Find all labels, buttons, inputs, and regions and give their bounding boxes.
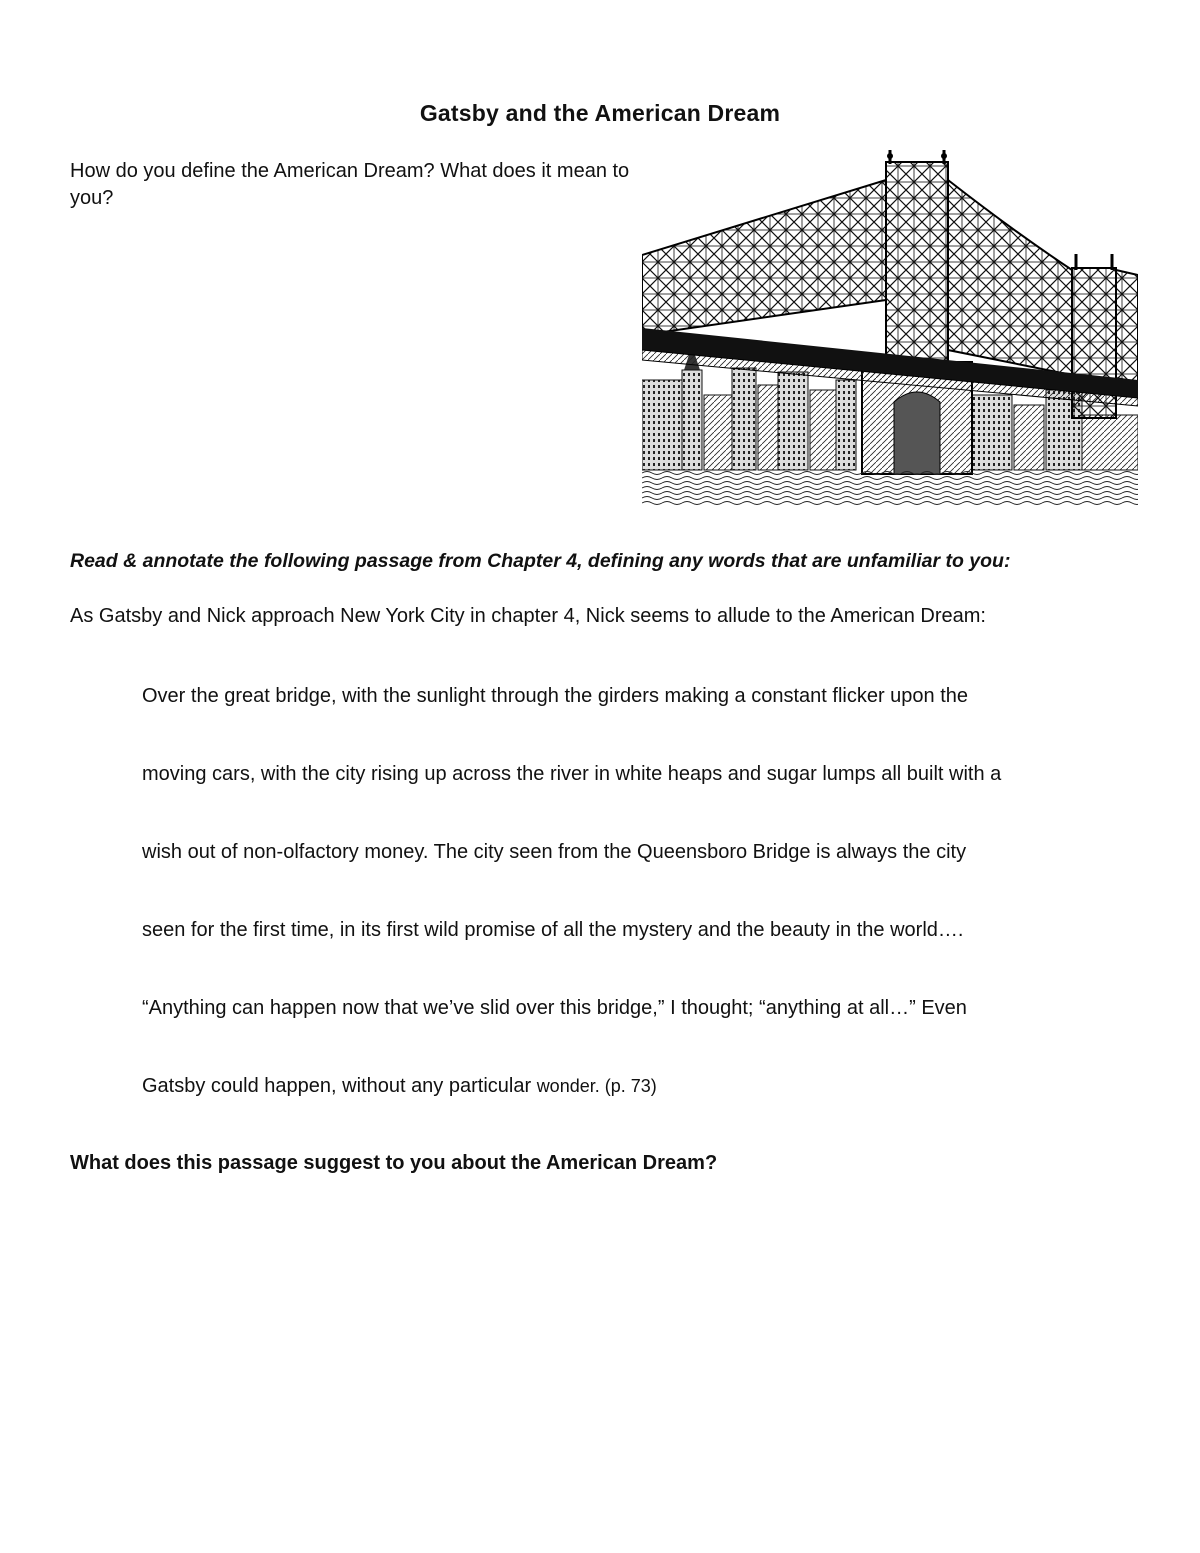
passage-line: wish out of non-olfactory money. The city seen from the Queensboro Bridge is always the city [142, 841, 967, 863]
page-title: Gatsby and the American Dream [419, 100, 781, 126]
queensboro-bridge-illustration [642, 150, 1138, 506]
page-citation: wonder. (p. 73) [536, 1076, 657, 1096]
passage-line: “Anything can happen now that we’ve slid over this bridge,” I thought; “anything at all…” Even [142, 997, 967, 1019]
passage-intro: As Gatsby and Nick approach New York City in chapter 4, Nick seems to allude to the American Dream: [70, 605, 986, 627]
passage-line: Over the great bridge, with the sunlight through the girders making a constant flicker upon the [142, 685, 969, 707]
question-passage-meaning: What does this passage suggest to you about the American Dream? [70, 1152, 718, 1174]
question-define-american-dream: How do you define the American Dream? What does it mean to you? [70, 160, 630, 209]
passage-line: moving cars, with the city rising up across the river in white heaps and sugar lumps all built with a [142, 763, 1002, 785]
bridge-drawing [642, 150, 1138, 506]
passage-line-text: Gatsby could happen, without any particular [142, 1075, 532, 1097]
passage-line: seen for the first time, in its first wild promise of all the mystery and the beauty in the world…. [142, 919, 964, 941]
chapter-4-passage [142, 682, 1142, 1150]
river [642, 470, 1138, 506]
passage-line-last [142, 1072, 1142, 1150]
annotation-instruction: Read & annotate the following passage from Chapter 4, defining any words that are unfamiliar to you: [70, 550, 1011, 572]
